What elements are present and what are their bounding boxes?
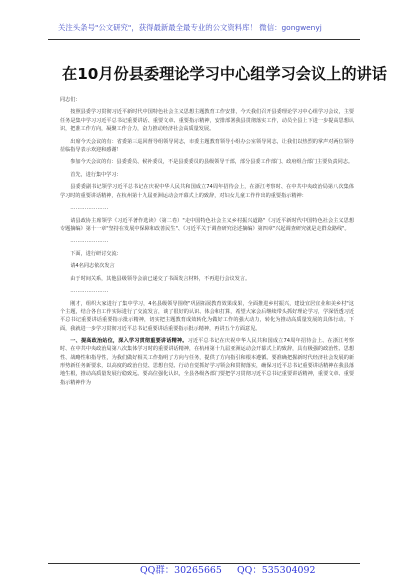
paragraph: 刚才，组织大家进行了集中学习，4名县级领导围绕"巩固拓展教育效果成果，全面推进乡村振兴，建设宜居宜业和美乡村"这个主题，结合各自工作实际进行了交流发言，谈了很好的认识、体会和打算，希望大家会后继续带头抓好理论学习，学深悟透习近平总书记重要讲话重要指示批示精神，切实把主题教育成效转化为做好工作的强大动力，转化为推动高质量发展的具体行动。下面，我就进一步学习贯彻习近平总书记重要讲话重要指示批示精神，再讲五个方面意见。 <box>60 300 354 332</box>
footer-divider <box>48 563 360 564</box>
footer-qq-number: QQ：535304092 <box>237 565 316 576</box>
section-text: 习近平总书记在庆祝中华人民共和国成立74周年招待会上、在浙江考察时、在中共中央政治局第八次集体学习时的重要讲话精神，在杭州第十九届亚洲运动会开幕式上的致辞，具有极强的政治性、思想性、战略性和指导性，为我们做好相关工作指明了方向与任务，提供了方向指引和根本遵循。要准确把握新时代经济社会发展的新形势新任务新要求，以高度的政治自觉、思想自觉、行动自觉抓好学习领会和贯彻落实，确保习近平总书记重要讲话精神在我县落地生根，推动高质量发展行稳致远。要高位强化认识，全县各级各部门要把学习贯彻习近平总书记重要讲话精神，重要文章、重要指示精神作为 <box>60 338 354 386</box>
ellipsis-line: ………………… <box>70 238 109 245</box>
paragraph: 首先，进行集中学习： <box>70 171 122 178</box>
paragraph: 请县政协主席领学《习近平著作选读》（第二卷）"走中国特色社会主义乡村振兴道路"《习近平新时代中国特色社会主义思想专题摘编》第十一章"坚持在发展中保障和改善民生"、《习近平关于调查研究论述摘编》第四章"兴起调查研究就是走群众路线"。 <box>60 217 354 232</box>
header-banner: 关注头条号"公文研究"，获得最新最全最专业的公文资料库！ 微信：gongwenyj <box>58 23 322 32</box>
document-body <box>60 96 354 391</box>
ellipsis-line: ………………… <box>70 205 109 212</box>
paragraph: 按照县委学习贯彻习近平新时代中国特色社会主义思想主题教育工作安排，今天我们召开县委理论学习中心组学习会议，主要任务是集中学习习近平总书记重要讲话、重要文章、重要指示精神，安排部署我县贯彻落实工作，动员全县上下进一步提高思想认识，把准工作方向，凝聚工作合力，奋力推动经济社会高质量发展。 <box>60 109 354 133</box>
salutation: 同志们： <box>60 97 81 103</box>
header-divider <box>48 39 360 40</box>
paragraph: 参加今天会议的有：县委委员、候补委员，不是县委委员的县级领导干部，部分县委工作部门、政府组合部门主要负责同志。 <box>70 159 354 166</box>
paragraph: 县委委副书记领学习近平总书记在庆祝中华人民共和国成立74周年招待会上，在浙江考察时、在中共中央政治局第八次集体学习时的重要讲话精神，在杭州第十九届亚洲运动会开幕式上的致辞，对妇女儿童工作作出的重要指示精神： <box>60 184 354 199</box>
page-title: 在10月份县委理论学习中心组学习会议上的讲话 <box>62 65 387 83</box>
section-heading: 一、提高政治站位，深入学习贯彻重要讲话精神。 <box>70 338 188 345</box>
paragraph: 由于时间关系，其他县级领导会前已递交了书面发言材料，不再进行会议发言。 <box>70 275 251 282</box>
paragraph: 出席今天会议的有：省委第三巡回督导组领导同志，市委主题教育领导小组办公室领导同志，让我们以热烈的掌声对两位领导莅临指导表示欢迎和感谢！ <box>60 138 354 153</box>
paragraph: 请4名同志依次发言 <box>70 263 115 270</box>
ellipsis-line: ………………… <box>70 288 109 295</box>
paragraph: 下面，进行研讨交流： <box>70 250 122 257</box>
section-one <box>60 337 354 387</box>
footer-qq-group: QQ群：30265665 <box>140 565 222 576</box>
